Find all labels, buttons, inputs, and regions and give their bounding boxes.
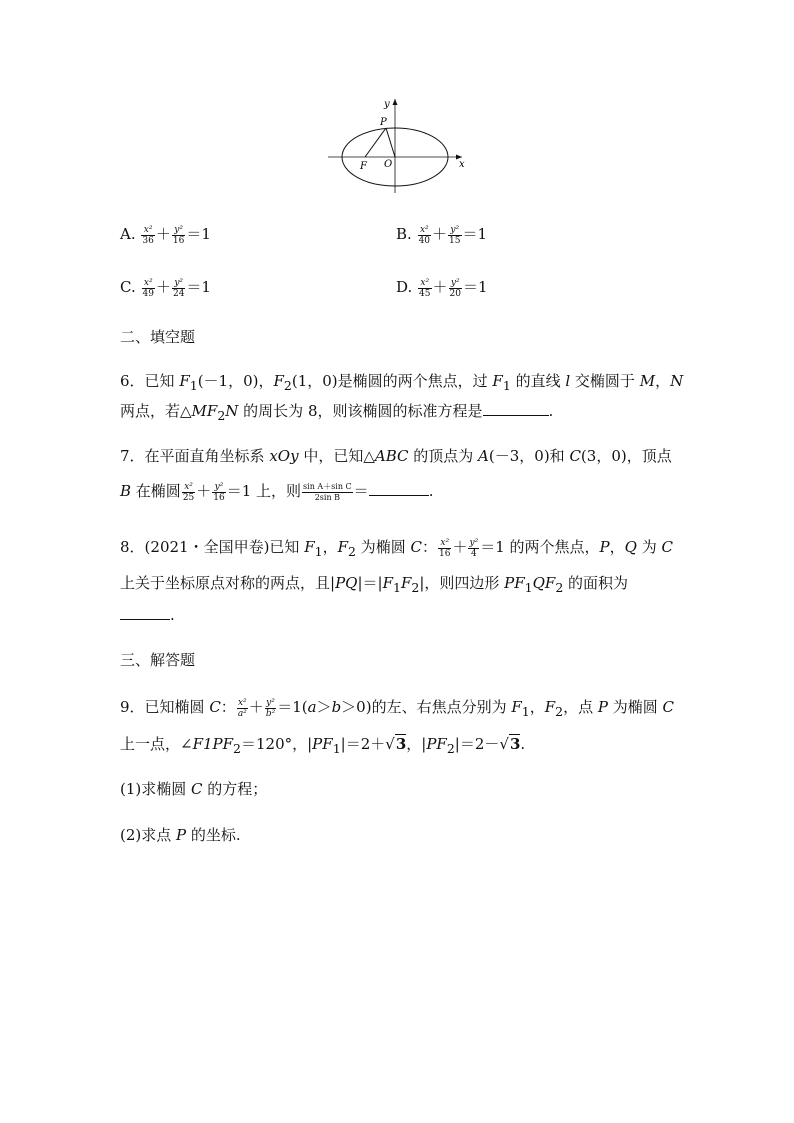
question-8-line3: . xyxy=(120,605,175,625)
section-title-fill: 二、填空题 xyxy=(120,328,196,346)
fraction: $\frac{\text{y²}}{16}$ xyxy=(172,224,185,246)
option-c[interactable]: C. $\frac{\text{x²}}{49}$ ＋ $\frac{\text{y²}}{24}$ ＝1 xyxy=(120,277,211,299)
fraction: $\frac{\text{sin A＋sin C}}{\text{2sin B}}$ xyxy=(303,481,352,502)
section-title-answer: 三、解答题 xyxy=(120,651,196,669)
question-9-part-1: (1)求椭圆 C 的方程； xyxy=(120,780,268,798)
label-o: O xyxy=(384,159,393,170)
fraction: $\frac{\text{y²}}{24}$ xyxy=(172,277,185,299)
label-x: x xyxy=(459,159,465,170)
fraction: $\frac{\text{x²}}{40}$ xyxy=(418,224,431,246)
option-a[interactable]: A. $\frac{\text{x²}}{36}$ ＋ $\frac{\text{y²}}{16}$ ＝1 xyxy=(120,224,211,246)
label-y: y xyxy=(384,99,390,110)
fraction: $\frac{\text{y²}}{15}$ xyxy=(449,224,461,246)
label-p: P xyxy=(380,117,387,128)
fraction: $\frac{\text{y²}}{16}$ xyxy=(213,481,225,503)
answer-blank[interactable] xyxy=(483,401,549,416)
question-9-line2: 上一点，$\angle F1PF_2=120^\circ$，$|PF_1|=2+√3$，$|PF_2|=2-√3$. xyxy=(120,735,526,756)
label-f: F xyxy=(360,161,367,172)
question-7-line1: 7．在平面直角坐标系 xOy 中，已知△ABC 的顶点为 A(－3，0)和 C(3，0)，顶点 xyxy=(120,447,672,465)
fraction: $\frac{\text{x²}}{\text{a²}}$ xyxy=(237,697,247,719)
y-axis-arrow xyxy=(393,99,398,105)
fraction: $\frac{\text{x²}}{16}$ xyxy=(439,537,451,559)
segment-po xyxy=(386,128,395,157)
fraction: $\frac{\text{x²}}{25}$ xyxy=(182,481,195,503)
question-6-line1: 6．已知 $F_1(-1$，0)，$F_2(1$，0)是椭圆的两个焦点，过 $F_1$ 的直线 l 交椭圆于 M，N xyxy=(120,372,684,393)
fraction: $\frac{\text{x²}}{49}$ xyxy=(142,277,154,299)
question-9-part-2: (2)求点 P 的坐标. xyxy=(120,826,241,844)
sqrt-symbol: √ xyxy=(385,735,395,753)
question-8-line1: 8．(2021・全国甲卷)已知 $F_1$，$F_2$ 为椭圆 C： $\frac{\text{x²}}{16}$ ＋ $\frac{\text{y²}}{4}$ ＝1 的两个焦点，P，Q 为 C xyxy=(120,537,673,559)
fraction: $\frac{\text{y²}}{4}$ xyxy=(469,537,479,559)
question-6-line2: 两点，若$\triangle MF_2N$ 的周长为 8，则该椭圆的标准方程是 . xyxy=(120,402,554,423)
fraction: $\frac{\text{x²}}{36}$ xyxy=(142,224,154,246)
answer-blank[interactable] xyxy=(369,481,429,496)
fraction: $\frac{\text{y²}}{\text{b²}}$ xyxy=(265,697,276,719)
question-8-line2: 上关于坐标原点对称的两点，且$|PQ|=|F_1F_2|$，则四边形 $PF_1QF_2$ 的面积为 xyxy=(120,574,629,595)
option-d[interactable]: D. $\frac{\text{x²}}{45}$ ＋ $\frac{\text{y²}}{20}$ ＝1 xyxy=(396,277,488,299)
question-7-line2: B 在椭圆 $\frac{\text{x²}}{25}$ ＋ $\frac{\text{y²}}{16}$ ＝1 上，则 $\frac{\text{sin A＋sin C}}{\text{2sin B}}$ ＝ . xyxy=(120,481,434,503)
fraction: $\frac{\text{x²}}{45}$ xyxy=(419,277,431,299)
answer-blank[interactable] xyxy=(120,605,170,620)
option-b[interactable]: B. $\frac{\text{x²}}{40}$ ＋ $\frac{\text{y²}}{15}$ ＝1 xyxy=(396,224,488,246)
question-9-line1: 9．已知椭圆 C： $\frac{\text{x²}}{\text{a²}}$ ＋ $\frac{\text{y²}}{\text{b²}}$ ＝1(a＞b＞0)的左、右焦点分别为 $F_1$，$F_2$，点 P 为椭圆 C xyxy=(120,697,675,719)
fraction: $\frac{\text{y²}}{20}$ xyxy=(449,277,461,299)
sqrt-symbol: √ xyxy=(499,735,509,753)
ellipse-figure xyxy=(320,95,475,195)
